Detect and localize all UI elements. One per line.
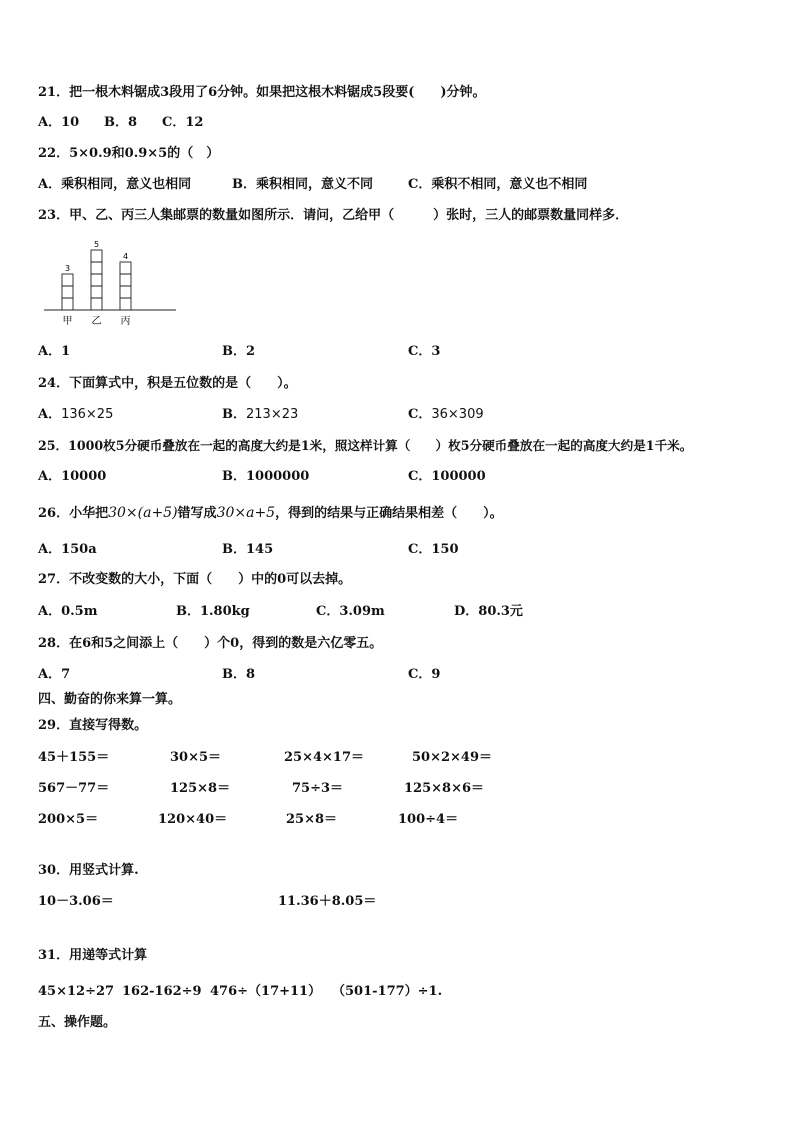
question-29: 29．直接写得数。 — [38, 718, 148, 733]
option-a-label: A． — [38, 407, 62, 422]
bar-cell-丙 — [120, 298, 131, 310]
section-5-heading: 五、操作题。 — [38, 1015, 117, 1030]
bar-cell-丙 — [120, 286, 131, 298]
bar-cell-乙 — [91, 298, 102, 310]
option-b: B．8 — [222, 667, 256, 682]
calc-cell: 50×2×49＝ — [412, 750, 493, 765]
option-c: C．150 — [408, 542, 459, 557]
calc-cell: 120×40＝ — [158, 812, 228, 827]
calc-cell: 25×4×17＝ — [284, 750, 365, 765]
formula-correct: 30×(a+5) — [108, 505, 178, 521]
option-b: B．1000000 — [222, 469, 310, 484]
calc-cell: 125×8＝ — [170, 781, 231, 796]
option-b: B．1.80kg — [176, 604, 250, 619]
vertical-calc-1: 10－3.06＝ — [38, 894, 114, 909]
question-26-mid: 错写成 — [177, 506, 217, 521]
option-b: B．2 — [222, 344, 256, 359]
calc-cell: 567－77＝ — [38, 781, 110, 796]
calc-cell: 125×8×6＝ — [404, 781, 485, 796]
option-c-expr: 36×309 — [431, 407, 484, 422]
bar-cell-乙 — [91, 286, 102, 298]
option-c — [408, 406, 484, 424]
formula-wrong: 30×a+5 — [216, 505, 276, 521]
calc-cell: 30×5＝ — [170, 750, 222, 765]
question-28: 28．在6和5之间添上（ ）个0，得到的数是六亿零五。 — [38, 636, 383, 651]
option-c: C．乘积不相同，意义也不相同 — [408, 177, 588, 192]
bar-cell-甲 — [62, 286, 73, 298]
data-label: 3 — [64, 264, 71, 273]
step-calc-1: 45×12÷27 — [38, 984, 115, 999]
calc-cell: 75÷3＝ — [292, 781, 344, 796]
question-27: 27．不改变数的大小，下面（ ）中的0可以去掉。 — [38, 572, 352, 587]
option-a: A．150a — [38, 542, 97, 557]
question-24: 24．下面算式中，积是五位数的是（ ）。 — [38, 376, 297, 391]
vertical-calc-2: 11.36＋8.05＝ — [278, 894, 377, 909]
option-b: B．乘积相同，意义不同 — [232, 177, 373, 192]
calc-cell: 200×5＝ — [38, 812, 99, 827]
bar-cell-乙 — [91, 262, 102, 274]
option-c: C．3.09m — [316, 604, 385, 619]
category-label: 丙 — [120, 316, 131, 327]
option-a: A．10 — [38, 115, 80, 130]
option-c: C．100000 — [408, 469, 486, 484]
data-label: 5 — [93, 240, 100, 249]
option-a — [38, 406, 113, 424]
question-25: 25．1000枚5分硬币叠放在一起的高度大约是1米，照这样计算（ ）枚5分硬币叠放在一起的高度大约是1千米。 — [38, 438, 693, 453]
bar-cell-乙 — [91, 274, 102, 286]
section-4-heading: 四、勤奋的你来算一算。 — [38, 692, 182, 707]
option-b-expr: 213×23 — [246, 407, 299, 422]
option-b: B．145 — [222, 542, 274, 557]
question-21: 21．把一根木料锯成3段用了6分钟。如果把这根木料锯成5段要( )分钟。 — [38, 85, 486, 100]
option-b-label: B． — [222, 407, 246, 422]
option-a: A．乘积相同，意义也相同 — [38, 177, 192, 192]
bar-cell-丙 — [120, 274, 131, 286]
option-a: A．7 — [38, 667, 71, 682]
bar-cell-丙 — [120, 262, 131, 274]
bar-cell-乙 — [91, 250, 102, 262]
question-26 — [38, 504, 503, 523]
question-30: 30．用竖式计算. — [38, 863, 139, 878]
option-b — [222, 406, 298, 424]
data-label: 4 — [122, 252, 129, 261]
step-calc-4: （501-177）÷1. — [332, 984, 443, 999]
category-label: 乙 — [91, 316, 102, 327]
step-calc-2: 162-162÷9 — [122, 984, 202, 999]
option-a-expr: 136×25 — [61, 407, 114, 422]
option-c: C．12 — [162, 115, 204, 130]
option-a: A．10000 — [38, 469, 107, 484]
option-c: C．3 — [408, 344, 441, 359]
calc-cell: 100÷4＝ — [398, 812, 459, 827]
stamp-count-chart — [40, 236, 180, 330]
question-26-pre: 26．小华把 — [38, 506, 109, 521]
bar-cell-甲 — [62, 298, 73, 310]
question-26-post: ，得到的结果与正确结果相差（ ）。 — [275, 506, 503, 521]
step-calc-3: 476÷（17+11） — [210, 984, 322, 999]
option-a: A．0.5m — [38, 604, 98, 619]
category-label: 甲 — [62, 316, 73, 327]
bar-cell-甲 — [62, 274, 73, 286]
calc-cell: 45＋155＝ — [38, 750, 110, 765]
option-d: D．80.3元 — [454, 604, 523, 619]
option-a: A．1 — [38, 344, 71, 359]
calc-cell: 25×8＝ — [286, 812, 338, 827]
option-c-label: C． — [408, 407, 432, 422]
question-31: 31．用递等式计算 — [38, 948, 148, 963]
question-22: 22．5×0.9和0.9×5的（ ） — [38, 146, 220, 161]
question-23: 23．甲、乙、丙三人集邮票的数量如图所示．请问，乙给甲（ ）张时，三人的邮票数量同样多． — [38, 208, 629, 223]
option-c: C．9 — [408, 667, 441, 682]
option-b: B．8 — [104, 115, 138, 130]
